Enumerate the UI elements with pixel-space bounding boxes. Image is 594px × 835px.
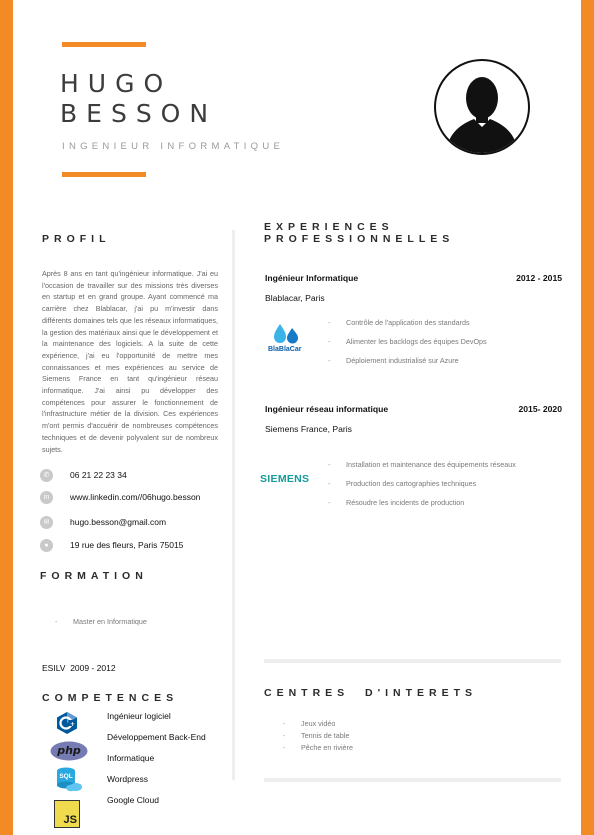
formation-list <box>55 617 147 626</box>
list-item: - Master en Informatique <box>55 617 147 626</box>
sql-icon-text: SQL <box>59 773 73 780</box>
section-divider-top <box>264 659 561 663</box>
job-company: Siemens France, Paris <box>265 424 352 434</box>
list-item: - Tennis de table <box>283 730 353 742</box>
cpp-icon <box>55 711 79 735</box>
skill-label: Google Cloud <box>107 795 159 805</box>
skill-label: Ingénieur logiciel <box>107 711 171 721</box>
blablacar-logo-text: BlaBlaCar <box>268 346 302 353</box>
linkedin-icon: in <box>40 491 53 504</box>
skill-label: Développement Back-End <box>107 732 206 742</box>
competences-heading: COMPETENCES <box>42 692 179 704</box>
interests-list <box>283 718 353 754</box>
skill-label: Wordpress <box>107 774 148 784</box>
list-item: - Production des cartographies techniques <box>328 474 516 493</box>
email-icon: ✉ <box>40 516 53 529</box>
location-icon: ● <box>40 539 53 552</box>
php-icon-text: php <box>57 744 81 757</box>
list-item: - Pêche en rivière <box>283 742 353 754</box>
list-item: - Déploiement industrialisé sur Azure <box>328 351 487 370</box>
experience-heading-line1: EXPERIENCES <box>264 221 394 233</box>
list-item: - Contrôle de l'application des standards <box>328 313 487 332</box>
job-subtitle: INGENIEUR INFORMATIQUE <box>62 141 285 152</box>
formation-school: ESILV 2009 - 2012 <box>42 663 116 673</box>
header-bottom-rule <box>62 172 146 177</box>
job-title: Ingénieur réseau informatique <box>265 404 389 414</box>
profile-heading: PROFIL <box>42 233 111 245</box>
svg-text:+: + <box>70 721 76 728</box>
job-years: 2015- 2020 <box>518 404 562 414</box>
header-top-rule <box>62 42 146 47</box>
job-tasks <box>328 313 487 370</box>
list-item: - Jeux vidéo <box>283 718 353 730</box>
section-divider-bottom <box>264 778 561 782</box>
first-name: HUGO <box>60 69 173 98</box>
person-silhouette-icon <box>436 61 528 153</box>
formation-heading: FORMATION <box>40 570 148 582</box>
js-icon <box>54 800 80 828</box>
interests-heading: CENTRES D'INTERETS <box>264 687 478 699</box>
left-accent-bar <box>0 0 13 835</box>
js-icon-text: JS <box>63 814 77 826</box>
right-accent-bar <box>581 0 594 835</box>
blablacar-logo <box>268 322 308 356</box>
blablacar-drops-icon <box>268 322 308 346</box>
avatar <box>434 59 530 155</box>
siemens-logo: SIEMENS <box>260 473 310 485</box>
php-icon <box>50 741 88 761</box>
experience-heading-line2: PROFESSIONNELLES <box>264 233 455 245</box>
list-item: - Résoudre les incidents de production <box>328 493 516 512</box>
phone-icon: ✆ <box>40 469 53 482</box>
job-title: Ingénieur Informatique <box>265 273 359 283</box>
profile-text: Après 8 ans en tant qu'ingénieur informatique. J'ai eu l'occasion de travailler sur des missions très diverses en startup et en grand groupe. Ayant commencé ma carrière chez Blablacar, j'ai pu m'investir dans différents domaines tels que les réseaux informatiques, la gestion des matériaux ainsi que le développement et la maintenance des logiciels. A la suite de cette expérience, j'ai eu l'opportunité de mettre mes connaissances et mes expériences au service de Siemens France en tant qu'ingénieur réseau informatique. J'ai ainsi pu développer des compétences pour assurer le fonctionnement de l'infrastructure métier de la division. Ces expériences m'ont permis d'accuérir de nombreuses compétences techniques et de devenir polyvalent sur de nombreux sujets. <box>42 269 218 454</box>
job-company: Blablacar, Paris <box>265 293 325 303</box>
job-tasks <box>328 455 516 512</box>
job-years: 2012 - 2015 <box>516 273 562 283</box>
sql-icon <box>55 766 83 792</box>
column-divider <box>232 230 235 780</box>
list-item: - Alimenter les backlogs des équipes DevOps <box>328 332 487 351</box>
skill-label: Informatique <box>107 753 155 763</box>
last-name: BESSON <box>60 99 218 128</box>
list-item: - Installation et maintenance des équipements réseaux <box>328 455 516 474</box>
